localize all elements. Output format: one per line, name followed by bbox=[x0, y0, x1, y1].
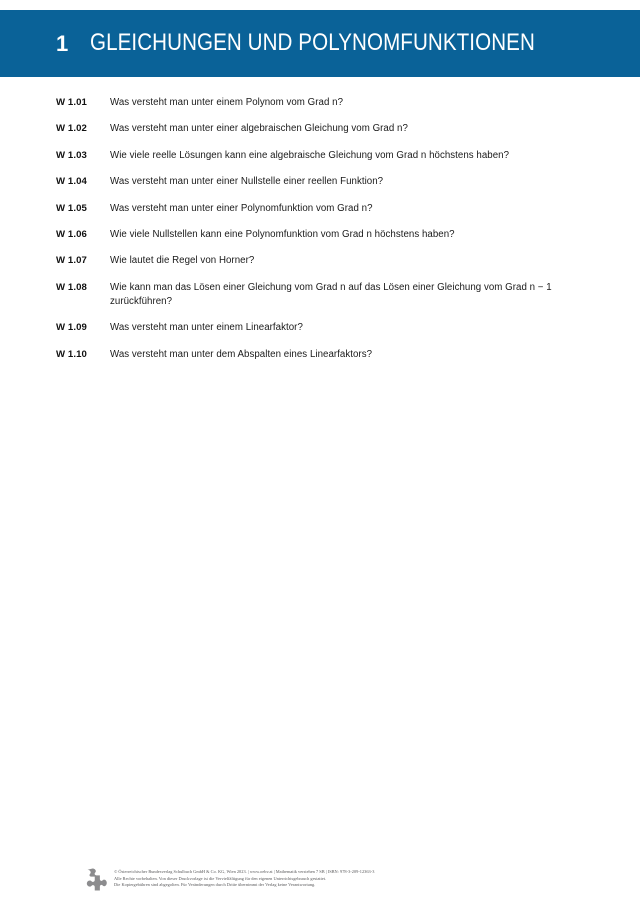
question-label: W 1.08 bbox=[56, 281, 87, 293]
question-label: W 1.05 bbox=[56, 202, 87, 214]
question-row bbox=[0, 228, 640, 242]
question-row bbox=[0, 96, 640, 110]
question-label: W 1.03 bbox=[56, 149, 87, 161]
footer-line-1: © Österreichischer Bundesverlag Schulbuch GmbH & Co. KG, Wien 2023. | www.oebv.at | Mathematik verstehen 7 SB | ISBN: 978-3-209-12363-3 bbox=[114, 869, 375, 875]
question-text: Was versteht man unter einer algebraischen Gleichung vom Grad n? bbox=[110, 123, 408, 135]
question-row bbox=[0, 321, 640, 335]
question-row bbox=[0, 175, 640, 189]
question-text: Wie lautet die Regel von Horner? bbox=[110, 255, 255, 267]
question-text: Was versteht man unter einem Linearfaktor? bbox=[110, 322, 303, 334]
question-text: Wie viele reelle Lösungen kann eine algebraische Gleichung vom Grad n höchstens haben? bbox=[110, 149, 510, 161]
question-label: W 1.10 bbox=[56, 348, 87, 360]
question-label: W 1.09 bbox=[56, 322, 87, 334]
question-row bbox=[0, 254, 640, 268]
question-text: Was versteht man unter einem Polynom vom Grad n? bbox=[110, 97, 344, 108]
question-row bbox=[0, 122, 640, 136]
question-label: W 1.02 bbox=[56, 123, 87, 135]
question-label: W 1.01 bbox=[56, 97, 87, 108]
question-row bbox=[0, 281, 640, 309]
page-footer bbox=[0, 866, 640, 892]
footer-line-3: Die Kopiergebühren sind abgegolten. Für Veränderungen durch Dritte übernimmt der Verlag keine Verantwortung. bbox=[114, 882, 316, 888]
question-text: Wie viele Nullstellen kann eine Polynomfunktion vom Grad n höchstens haben? bbox=[110, 228, 455, 240]
footer-copyright-text bbox=[114, 869, 640, 888]
oebv-puzzle-logo-icon bbox=[82, 866, 108, 892]
question-row bbox=[0, 202, 640, 216]
question-list bbox=[0, 96, 640, 374]
chapter-header-band bbox=[0, 10, 640, 77]
question-row bbox=[0, 348, 640, 362]
question-label: W 1.07 bbox=[56, 255, 87, 267]
question-label: W 1.06 bbox=[56, 228, 87, 240]
question-text: Was versteht man unter dem Abspalten eines Linearfaktors? bbox=[110, 348, 373, 360]
question-text: Wie kann man das Lösen einer Gleichung vom Grad n auf das Lösen einer Gleichung vom Grad n − 1 zurückführen? bbox=[110, 281, 552, 307]
question-label: W 1.04 bbox=[56, 176, 87, 188]
question-row bbox=[0, 149, 640, 163]
chapter-number: 1 bbox=[56, 30, 69, 56]
chapter-title: GLEICHUNGEN UND POLYNOMFUNKTIONEN bbox=[90, 29, 535, 57]
question-text: Was versteht man unter einer Nullstelle einer reellen Funktion? bbox=[110, 176, 384, 188]
question-text: Was versteht man unter einer Polynomfunktion vom Grad n? bbox=[110, 202, 373, 214]
footer-line-2: Alle Rechte vorbehalten. Von dieser Druckvorlage ist die Vervielfältigung für den eigenen Unterrichtsgebrauch gestattet. bbox=[114, 875, 327, 881]
